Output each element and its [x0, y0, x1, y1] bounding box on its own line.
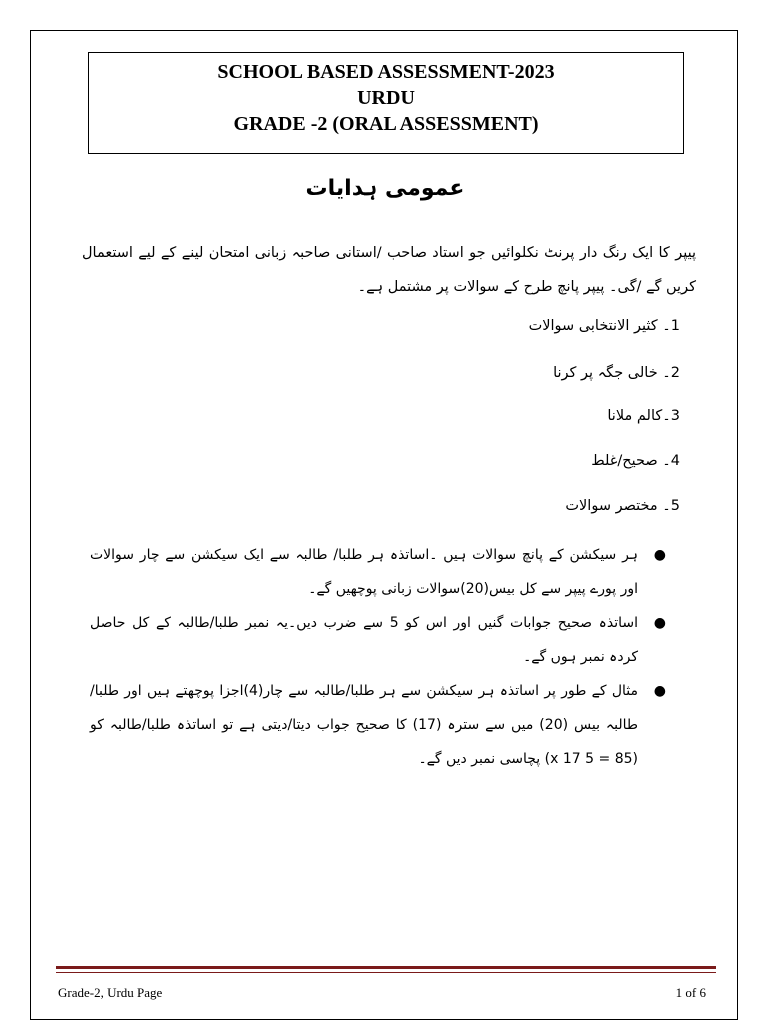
section-item-3: 3۔کالم ملانا: [607, 408, 680, 424]
footer-divider-bottom: [56, 972, 716, 973]
title-box: [88, 52, 684, 154]
rule-text-2: اساتذہ صحیح جوابات گنیں اور اس کو 5 سے ضرب دیں۔یہ نمبر طلبا/طالبہ کے کل حاصل کردہ نمبر ہوں گے۔: [90, 615, 638, 665]
title-grade: GRADE -2 (ORAL ASSESSMENT): [233, 113, 539, 135]
section-item-1: 1۔ کثیر الانتخابی سوالات: [528, 318, 680, 334]
rule-text-3: مثال کے طور پر اساتذہ ہر سیکشن سے ہر طلبا/طالبہ سے چار(4)اجزا پوچھتے ہیں اور طلبا/طالبہ بیس (20) میں سے سترہ (17) کا صحیح جواب دیتا/دیتی ہے تو اساتذہ طلبا/طالبہ کو (85 = 5 x 17) پچاسی نمبر دیں گے۔: [90, 683, 638, 767]
instructions-intro: پیپر کا ایک رنگ دار پرنٹ نکلوائیں جو استاد صاحب /استانی صاحبہ زبانی امتحان لینے کے لیے استعمال کریں گے /گی۔ پیپر پانچ طرح کے سوالات پر مشتمل ہے۔: [82, 245, 696, 295]
section-item-4: 4۔ صحیح/غلط: [591, 453, 680, 469]
footer-page-number: 1 of 6: [675, 985, 706, 1000]
section-item-2: 2۔ خالی جگہ پر کرنا: [553, 365, 680, 381]
instructions-heading: عمومی ہدایات: [305, 176, 465, 201]
bullet-icon: ●: [653, 615, 666, 631]
bullet-icon: ●: [653, 547, 666, 563]
title-assessment: SCHOOL BASED ASSESSMENT-2023: [217, 61, 555, 83]
bullet-icon: ●: [653, 683, 666, 699]
section-item-5: 5۔ مختصر سوالات: [565, 498, 680, 514]
footer-page-label: Grade-2, Urdu Page: [58, 985, 163, 1000]
title-subject: URDU: [357, 87, 415, 109]
rule-item-1: [90, 538, 666, 606]
rules-list: [90, 538, 666, 776]
rule-text-1: ہر سیکشن کے پانچ سوالات ہیں ۔اساتذہ ہر طلبا/ طالبہ سے ایک سیکشن سے چار سوالات اور پورے پیپر سے کل بیس(20)سوالات زبانی پوچھیں گے۔: [90, 547, 638, 597]
rule-item-2: [90, 606, 666, 674]
rule-item-3: [90, 674, 666, 776]
footer-divider-top: [56, 966, 716, 969]
